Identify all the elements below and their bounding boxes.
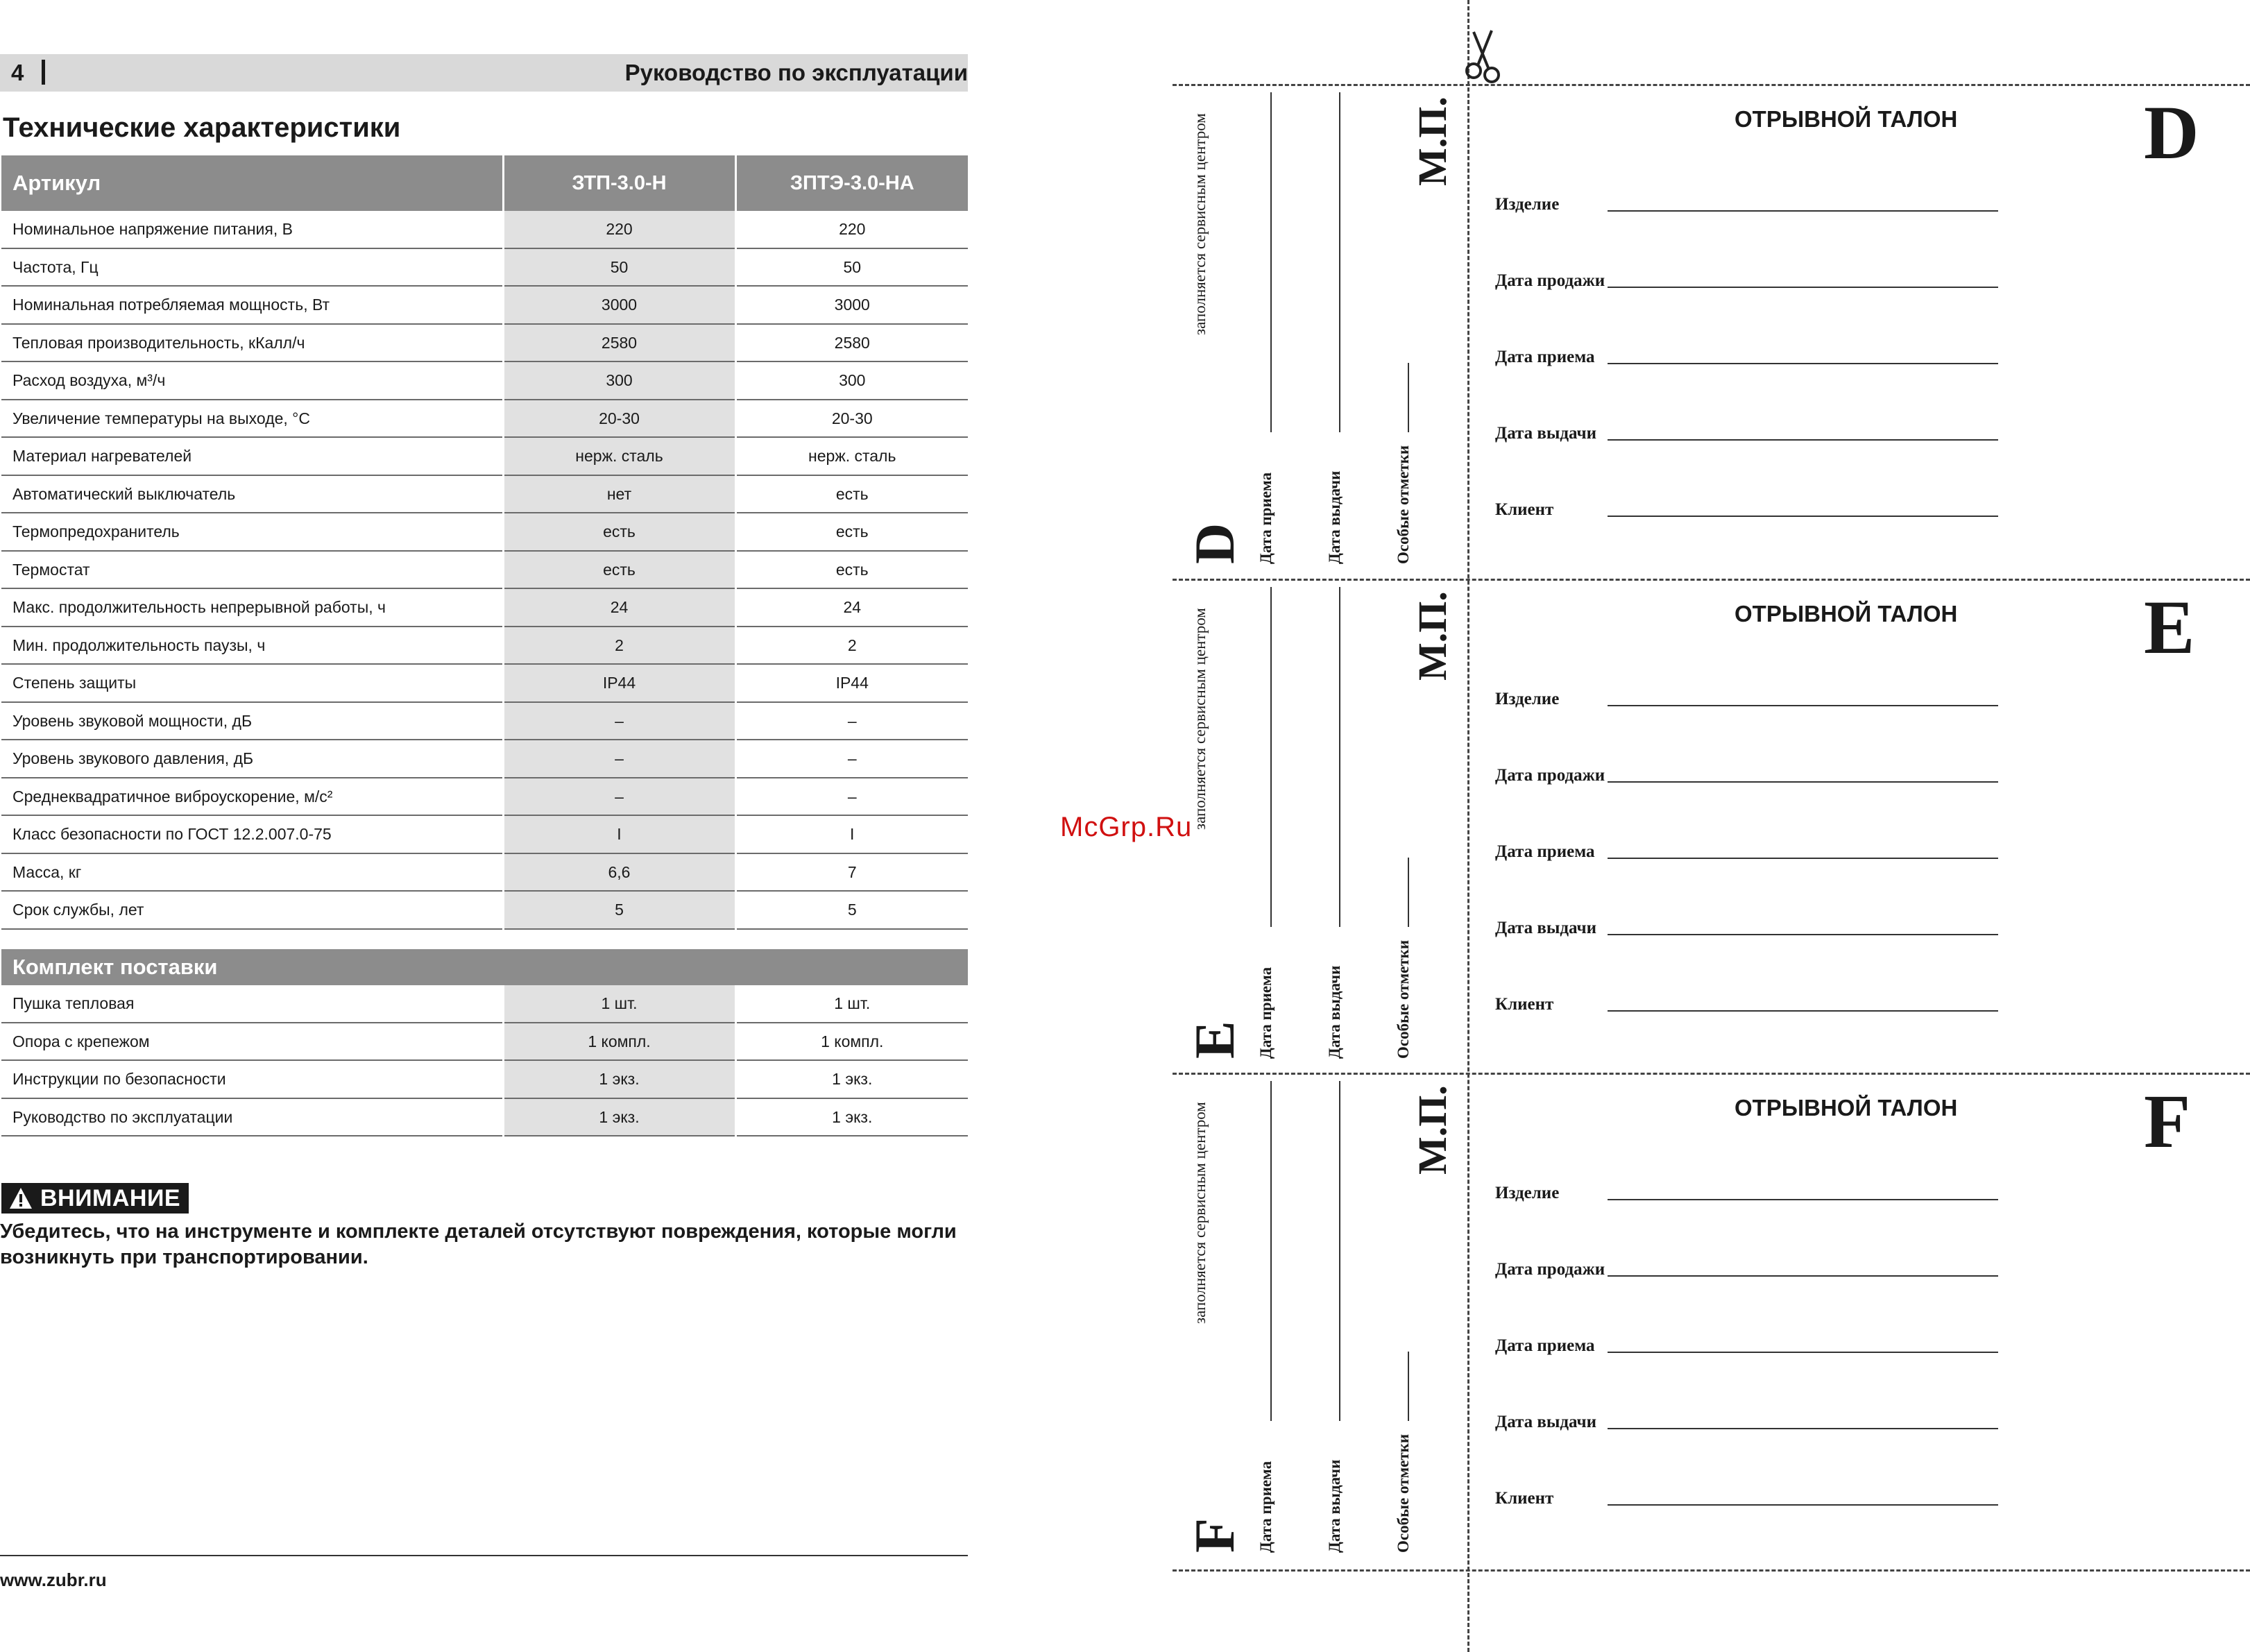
row-value: – <box>735 702 968 740</box>
table-row <box>1 361 968 400</box>
coupon-field-line[interactable] <box>1608 1504 1998 1506</box>
row-label: Степень защиты <box>1 664 503 702</box>
row-value: нерж. сталь <box>503 437 735 475</box>
row-value: – <box>503 702 735 740</box>
coupon-field-line[interactable] <box>1608 516 1998 517</box>
row-label: Опора с крепежом <box>1 1023 503 1061</box>
row-value: 1 компл. <box>735 1023 968 1061</box>
row-label: Масса, кг <box>1 853 503 892</box>
coupon-field-label: Дата продажи <box>1495 766 1605 785</box>
coupon-field-label: Дата приема <box>1495 1336 1595 1355</box>
stub-stamp-label: М.П. <box>1410 96 1455 186</box>
coupon-field-label: Клиент <box>1495 500 1554 519</box>
row-value: 7 <box>735 853 968 892</box>
stub-issued-line[interactable] <box>1339 1081 1340 1421</box>
row-value: 1 шт. <box>735 985 968 1023</box>
row-label: Макс. продолжительность непрерывной работы, ч <box>1 588 503 627</box>
coupon-field-line[interactable] <box>1608 705 1998 706</box>
cut-line-bottom <box>1173 1569 2250 1572</box>
coupon-letter: E <box>2144 585 2195 670</box>
row-value: 20-30 <box>735 400 968 438</box>
coupon-field-line[interactable] <box>1608 858 1998 859</box>
table-row <box>1 324 968 362</box>
row-value: 1 экз. <box>503 1098 735 1136</box>
kit-row <box>1 985 968 1023</box>
row-value: есть <box>735 475 968 513</box>
coupon-title: ОТРЫВНОЙ ТАЛОН <box>1735 601 1958 627</box>
table-row <box>1 400 968 438</box>
table-row <box>1 891 968 929</box>
stub-received-label: Дата приема <box>1257 1461 1275 1553</box>
coupon-field-label: Дата продажи <box>1495 271 1605 290</box>
row-value: есть <box>735 513 968 551</box>
row-value: 2580 <box>503 324 735 362</box>
coupon-field-line[interactable] <box>1608 1428 1998 1429</box>
coupon-field-label: Клиент <box>1495 995 1554 1014</box>
row-value: 1 экз. <box>735 1098 968 1136</box>
column-header: ЗПТЭ-3.0-НА <box>735 155 968 211</box>
watermark: McGrp.Ru <box>1060 812 1193 842</box>
stub-issued-label: Дата выдачи <box>1326 470 1343 564</box>
coupon-field-line[interactable] <box>1608 1352 1998 1353</box>
table-row <box>1 815 968 853</box>
specs-table <box>1 155 968 930</box>
stub-notes-line[interactable] <box>1408 858 1409 927</box>
stub-letter: D <box>1183 522 1246 564</box>
footer-url: www.zubr.ru <box>0 1569 107 1590</box>
coupon-field-line[interactable] <box>1608 1199 1998 1200</box>
coupon-field-label: Дата продажи <box>1495 1260 1605 1279</box>
row-value: 50 <box>735 248 968 287</box>
kit-row <box>1 1098 968 1136</box>
coupon-field-line[interactable] <box>1608 363 1998 364</box>
warning-badge <box>1 1183 189 1214</box>
coupon-f <box>1173 1074 2248 1567</box>
table-row <box>1 211 968 248</box>
footer-divider <box>0 1555 968 1556</box>
coupon-field-label: Изделие <box>1495 195 1560 214</box>
row-value: 6,6 <box>503 853 735 892</box>
coupon-field-line[interactable] <box>1608 934 1998 935</box>
stub-service-note: заполняется сервисным центром <box>1191 113 1209 335</box>
stub-service-note: заполняется сервисным центром <box>1191 608 1209 830</box>
row-value: 20-30 <box>503 400 735 438</box>
coupon-field-label: Изделие <box>1495 690 1560 708</box>
coupon-field-line[interactable] <box>1608 781 1998 783</box>
row-value: 220 <box>735 211 968 248</box>
row-value: 2 <box>503 627 735 665</box>
row-value: – <box>503 740 735 778</box>
row-label: Класс безопасности по ГОСТ 12.2.007.0-75 <box>1 815 503 853</box>
row-value: – <box>735 778 968 816</box>
stub-issued-label: Дата выдачи <box>1326 965 1343 1059</box>
stub-received-line[interactable] <box>1270 1081 1272 1421</box>
coupon-letter: D <box>2144 90 2199 175</box>
row-label: Номинальная потребляемая мощность, Вт <box>1 286 503 324</box>
row-value: I <box>735 815 968 853</box>
table-row <box>1 853 968 892</box>
stub-stamp-label: М.П. <box>1410 1085 1455 1175</box>
coupon-d <box>1173 85 2248 578</box>
row-label: Среднеквадратичное виброускорение, м/с² <box>1 778 503 816</box>
column-header: Артикул <box>1 155 503 211</box>
row-value: 5 <box>503 891 735 929</box>
row-value: 300 <box>503 361 735 400</box>
stub-issued-line[interactable] <box>1339 587 1340 927</box>
row-value: есть <box>503 513 735 551</box>
column-header: ЗТП-3.0-Н <box>503 155 735 211</box>
kit-table <box>1 949 968 1136</box>
stub-issued-label: Дата выдачи <box>1326 1459 1343 1553</box>
coupon-field-line[interactable] <box>1608 1275 1998 1277</box>
stub-issued-line[interactable] <box>1339 92 1340 432</box>
row-value: нерж. сталь <box>735 437 968 475</box>
table-row <box>1 778 968 816</box>
stub-notes-line[interactable] <box>1408 1352 1409 1421</box>
row-value: 24 <box>503 588 735 627</box>
section-title: Технические характеристики <box>3 112 401 143</box>
row-label: Термостат <box>1 551 503 589</box>
row-value: 2580 <box>735 324 968 362</box>
table-row <box>1 740 968 778</box>
row-value: нет <box>503 475 735 513</box>
stub-stamp-label: М.П. <box>1410 591 1455 681</box>
row-label: Увеличение температуры на выходе, °С <box>1 400 503 438</box>
stub-service-note: заполняется сервисным центром <box>1191 1102 1209 1324</box>
stub-letter: F <box>1183 1517 1246 1553</box>
coupon-field-line[interactable] <box>1608 1010 1998 1012</box>
coupon-title: ОТРЫВНОЙ ТАЛОН <box>1735 1095 1958 1121</box>
row-value: 220 <box>503 211 735 248</box>
row-value: есть <box>735 551 968 589</box>
row-label: Термопредохранитель <box>1 513 503 551</box>
stub-received-label: Дата приема <box>1257 966 1275 1059</box>
row-value: 300 <box>735 361 968 400</box>
coupon-field-line[interactable] <box>1608 439 1998 441</box>
table-row <box>1 551 968 589</box>
coupon-field-label: Изделие <box>1495 1184 1560 1202</box>
coupon-field-label: Дата выдачи <box>1495 919 1597 937</box>
stub-received-line[interactable] <box>1270 92 1272 432</box>
coupon-title: ОТРЫВНОЙ ТАЛОН <box>1735 106 1958 132</box>
row-label: Тепловая производительность, кКалл/ч <box>1 324 503 362</box>
warning-icon <box>8 1186 33 1211</box>
coupon-e <box>1173 580 2248 1073</box>
table-row <box>1 286 968 324</box>
coupon-field-label: Клиент <box>1495 1489 1554 1508</box>
row-label: Материал нагревателей <box>1 437 503 475</box>
table-row <box>1 664 968 702</box>
stub-letter: E <box>1183 1021 1246 1059</box>
table-row <box>1 627 968 665</box>
table-row <box>1 513 968 551</box>
stub-notes-label: Особые отметки <box>1395 1433 1412 1553</box>
table-row <box>1 702 968 740</box>
row-value: 5 <box>735 891 968 929</box>
row-value: 3000 <box>735 286 968 324</box>
stub-received-label: Дата приема <box>1257 472 1275 564</box>
row-value: – <box>503 778 735 816</box>
stub-notes-line[interactable] <box>1408 363 1409 432</box>
row-label: Автоматический выключатель <box>1 475 503 513</box>
kit-header-row <box>1 949 968 985</box>
row-value: 2 <box>735 627 968 665</box>
specs-header-row <box>1 155 968 211</box>
coupon-field-label: Дата выдачи <box>1495 1413 1597 1431</box>
row-label: Пушка тепловая <box>1 985 503 1023</box>
row-label: Срок службы, лет <box>1 891 503 929</box>
kit-row <box>1 1060 968 1098</box>
row-label: Руководство по эксплуатации <box>1 1098 503 1136</box>
page-number: 4 <box>11 60 24 85</box>
coupon-field-label: Дата приема <box>1495 842 1595 861</box>
row-value: есть <box>503 551 735 589</box>
stub-received-line[interactable] <box>1270 587 1272 927</box>
row-value: 1 шт. <box>503 985 735 1023</box>
kit-title: Комплект поставки <box>1 949 968 985</box>
warning-text: Убедитесь, что на инструменте и комплекте деталей отсутствуют повреждения, которые могли возникнуть при транспортировании. <box>0 1220 957 1268</box>
row-label: Уровень звуковой мощности, дБ <box>1 702 503 740</box>
stub-notes-label: Особые отметки <box>1395 939 1412 1059</box>
header-separator <box>42 60 45 85</box>
row-label: Мин. продолжительность паузы, ч <box>1 627 503 665</box>
row-value: 50 <box>503 248 735 287</box>
stub-notes-label: Особые отметки <box>1395 445 1412 564</box>
row-label: Номинальное напряжение питания, В <box>1 211 503 248</box>
row-value: 3000 <box>503 286 735 324</box>
scissors-icon <box>1464 28 1507 83</box>
row-value: 1 компл. <box>503 1023 735 1061</box>
row-label: Частота, Гц <box>1 248 503 287</box>
warning-label: ВНИМАНИЕ <box>40 1185 181 1211</box>
table-row <box>1 437 968 475</box>
coupon-field-line[interactable] <box>1608 287 1998 288</box>
kit-row <box>1 1023 968 1061</box>
row-value: 24 <box>735 588 968 627</box>
row-value: 1 экз. <box>735 1060 968 1098</box>
row-label: Уровень звукового давления, дБ <box>1 740 503 778</box>
coupon-letter: F <box>2144 1079 2191 1164</box>
table-row <box>1 475 968 513</box>
coupon-field-line[interactable] <box>1608 210 1998 212</box>
coupon-field-label: Дата выдачи <box>1495 424 1597 443</box>
row-value: I <box>503 815 735 853</box>
row-value: IP44 <box>735 664 968 702</box>
row-label: Инструкции по безопасности <box>1 1060 503 1098</box>
page-header-title: Руководство по эксплуатации <box>624 60 968 85</box>
row-label: Расход воздуха, м³/ч <box>1 361 503 400</box>
row-value: – <box>735 740 968 778</box>
coupon-field-label: Дата приема <box>1495 348 1595 366</box>
table-row <box>1 248 968 287</box>
row-value: 1 экз. <box>503 1060 735 1098</box>
table-row <box>1 588 968 627</box>
row-value: IP44 <box>503 664 735 702</box>
